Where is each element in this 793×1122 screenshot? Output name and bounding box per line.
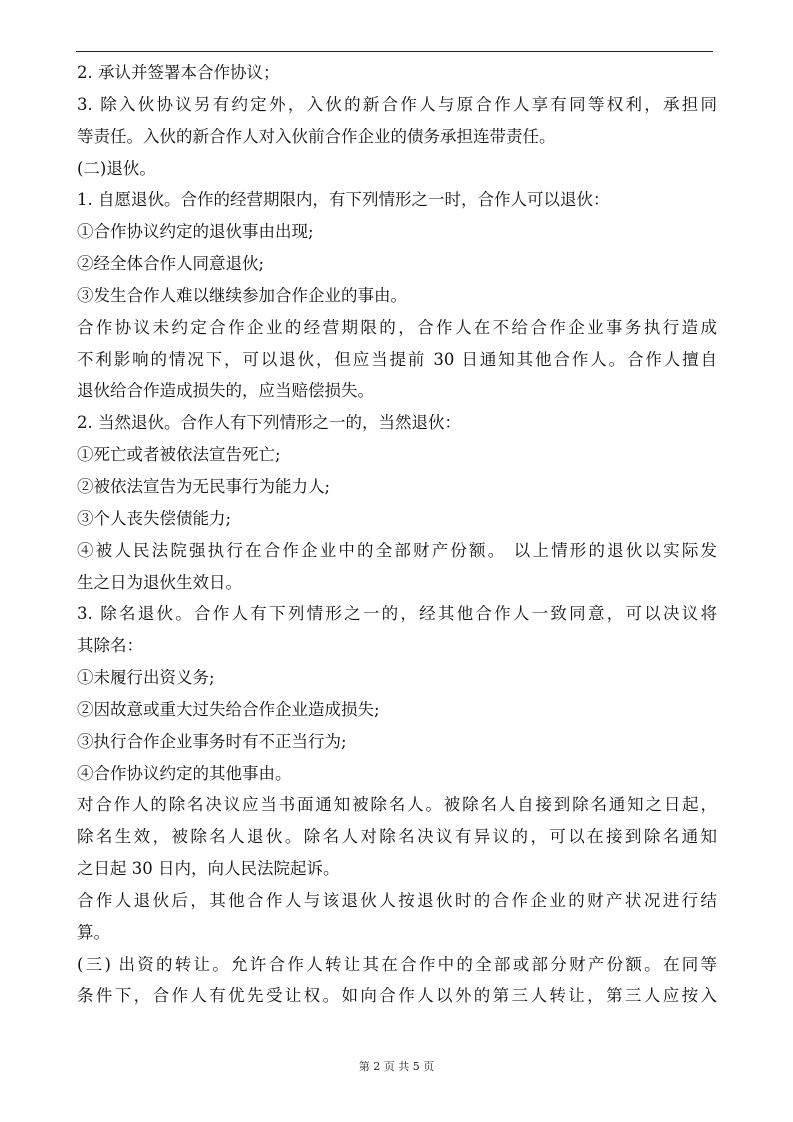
text-line: 不利影响的情况下，可以退伙，但应当提前 30 日通知其他合作人。合作人擅自 [77, 349, 717, 369]
text-line: 3. 除入伙协议另有约定外，入伙的新合作人与原合作人享有同等权利，承担同 [77, 94, 717, 114]
text-line: 对合作人的除名决议应当书面通知被除名人。被除名人自接到除名通知之日起， [77, 795, 717, 815]
text-line: 除名生效，被除名人退伙。除名人对除名决议有异议的，可以在接到除名通知 [77, 827, 717, 847]
page-footer: 第 2 页 共 5 页 [358, 1060, 435, 1073]
text-line: 生之日为退伙生效日。 [77, 572, 242, 592]
text-line: (三) 出资的转让。允许合作人转让其在合作中的全部或部分财产份额。在同等 [77, 954, 717, 974]
text-line: ②经全体合作人同意退伙; [77, 254, 265, 274]
text-line: ③个人丧失偿债能力; [77, 508, 232, 528]
text-line: ①死亡或者被依法宣告死亡; [77, 445, 281, 465]
text-line: ④被人民法院强执行在合作企业中的全部财产份额。 以上情形的退伙以实际发 [77, 540, 717, 560]
text-line: 合作协议未约定合作企业的经营期限的，合作人在不给合作企业事务执行造成 [77, 317, 717, 337]
text-line: ②因故意或重大过失给合作企业造成损失; [77, 699, 380, 719]
text-line: ③执行合作企业事务时有不正当行为; [77, 731, 347, 751]
header-rule [76, 51, 713, 52]
text-line: ①未履行出资义务; [77, 668, 215, 688]
text-line: ③发生合作人难以继续参加合作企业的事由。 [77, 285, 407, 305]
text-line: 退伙给合作造成损失的，应当赔偿损失。 [77, 381, 374, 401]
text-line: 等责任。入伙的新合作人对入伙前合作企业的债务承担连带责任。 [77, 126, 556, 146]
text-line: 合作人退伙后，其他合作人与该退伙人按退伙时的合作企业的财产状况进行结 [77, 890, 717, 910]
text-line: 2. 当然退伙。合作人有下列情形之一的，当然退伙： [77, 413, 461, 433]
text-line: (二)退伙。 [77, 158, 156, 178]
text-line: 之日起 30 日内，向人民法院起诉。 [77, 859, 340, 879]
text-line: 2. 承认并签署本合作协议； [77, 63, 280, 82]
text-line: 其除名： [77, 636, 143, 656]
text-line: 3. 除名退伙。合作人有下列情形之一的，经其他合作人一致同意，可以决议将 [77, 604, 717, 624]
text-line: ②被依法宣告为无民事行为能力人; [77, 476, 331, 496]
text-line: ①合作协议约定的退伙事由出现; [77, 222, 314, 242]
text-line: 条件下，合作人有优先受让权。如向合作人以外的第三人转让，第三人应按入 [77, 986, 717, 1006]
text-line: 算。 [77, 922, 110, 942]
text-line: 1. 自愿退伙。合作的经营期限内，有下列情形之一时，合作人可以退伙： [77, 190, 610, 210]
document-body [77, 57, 717, 1012]
text-line: ④合作协议约定的其他事由。 [77, 763, 292, 783]
